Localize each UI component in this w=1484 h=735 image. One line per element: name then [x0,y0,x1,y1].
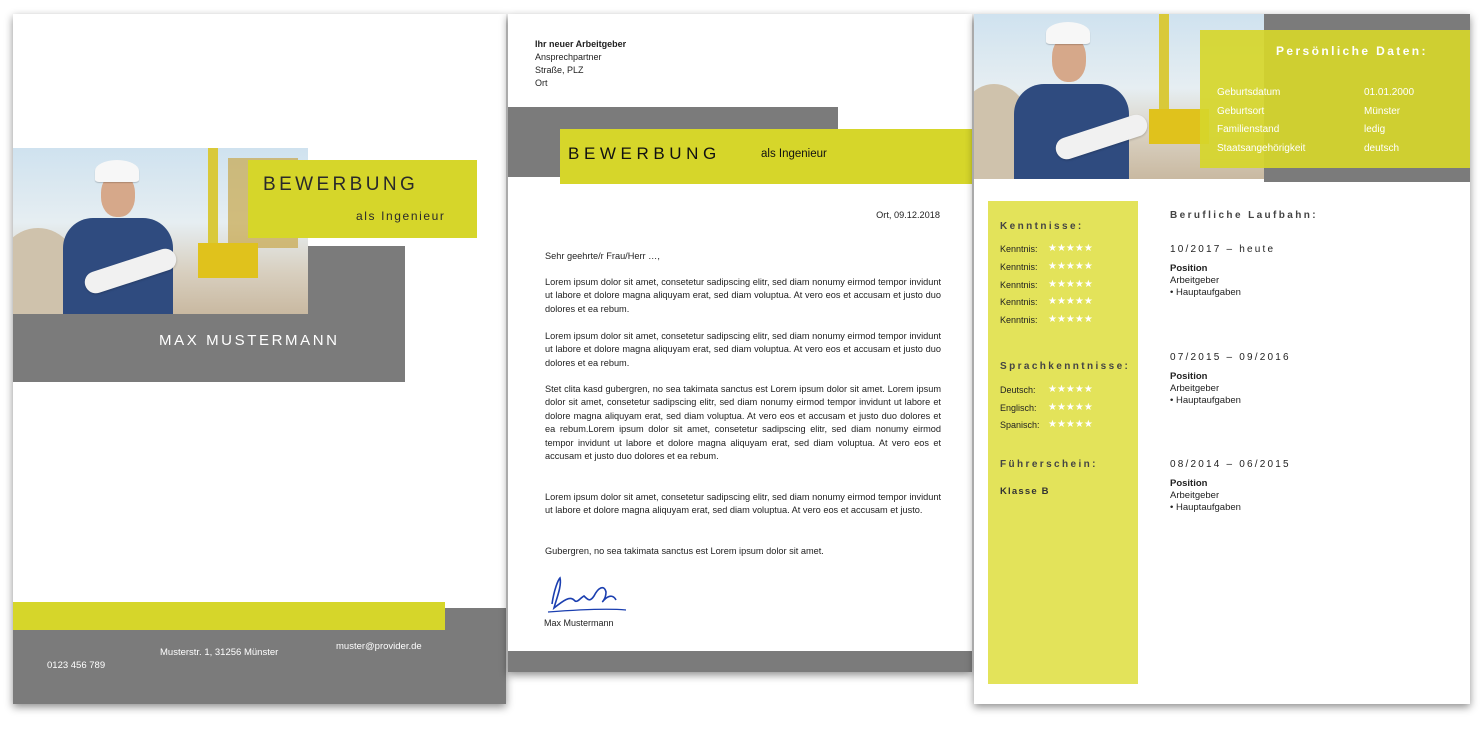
letter-title: BEWERBUNG [568,144,721,163]
personal-value: 01.01.2000 [1364,87,1415,98]
language-stars: ★★★★★ [1048,419,1093,430]
career-employer: Arbeitgeber [1170,383,1220,394]
personal-data-labels [1217,84,1305,158]
language-stars: ★★★★★ [1048,402,1093,413]
personal-data-values [1364,84,1414,158]
personal-value: Münster [1364,105,1401,117]
skill-stars: ★★★★★ [1048,314,1093,325]
letter-paragraph-3: Stet clita kasd gubergren, no sea takimata sanctus est Lorem ipsum dolor sit amet. Lorem ipsum dolor sit amet, consetetur sadipscing elitr, sed diam nonumy eirmod tempor invidunt ut labore et dolore magna aliquyam erat, sed diam voluptua. At vero eos et accusam et justo duo dolores et ea rebum.Lorem ipsum dolor sit amet, consetetur sadipscing elitr, sed diam nonumy eirmod tempor invidunt ut labore et dolore magna aliquyam erat, sed diam voluptua. At vero eos et accusam et justo duo dolores et ea rebum. [545,384,941,462]
career-position: Position [1170,263,1208,274]
career-period: 10/2017 – heute [1170,244,1276,255]
recipient-city: Ort [535,78,548,88]
career-employer: Arbeitgeber [1170,275,1220,286]
cover-title-box [248,160,477,238]
career-period: 07/2015 – 09/2016 [1170,352,1291,363]
career-entry [1170,459,1450,513]
skill-label: Kenntnis: [1000,315,1038,325]
personal-value: ledig [1364,124,1386,135]
cover-title: BEWERBUNG [263,174,419,195]
signature-name: Max Mustermann [544,618,614,628]
cover-email: muster@provider.de [336,641,422,652]
personal-label: Geburtsort [1217,105,1265,117]
skills-title: Kenntnisse: [1000,221,1084,232]
personal-value: deutsch [1364,142,1400,154]
language-stars: ★★★★★ [1048,384,1093,395]
career-task: • Hauptaufgaben [1170,287,1241,298]
languages-title: Sprachkenntnisse: [1000,361,1131,372]
recipient-block [535,38,626,90]
cover-address: Musterstr. 1, 31256 Münster [160,647,279,658]
cover-page [13,14,506,704]
signature [544,570,634,618]
cover-subtitle: als Ingenieur [356,209,446,223]
letter-salutation: Sehr geehrte/r Frau/Herr …, [545,251,660,261]
career-position: Position [1170,478,1208,489]
letter-paragraph-4: Lorem ipsum dolor sit amet, consetetur sadipscing elitr, sed diam nonumy eirmod tempor invidunt ut labore et dolore magna aliquyam erat, sed diam voluptua. At vero eos et accusam et justo. [545,492,941,516]
skill-label: Kenntnis: [1000,244,1038,254]
letter-paragraph-2: Lorem ipsum dolor sit amet, consetetur sadipscing elitr, sed diam nonumy eirmod tempor invidunt ut labore et dolore magna aliquyam erat, sed diam voluptua. At vero eos et accusam et justo duo dolores et ea rebum. [545,331,941,368]
letter-subtitle: als Ingenieur [761,148,827,160]
personal-label: Familienstand [1217,124,1280,135]
career-entry [1170,244,1450,298]
cv-page [974,14,1470,704]
cover-footer-accent [13,602,445,630]
skill-label: Kenntnis: [1000,262,1038,272]
cover-phone: 0123 456 789 [47,660,106,671]
letter-page [508,14,972,672]
letter-paragraph-5: Gubergren, no sea takimata sanctus est Lorem ipsum dolor sit amet. [545,546,824,556]
license-title: Führerschein: [1000,459,1098,470]
letter-paragraph-1: Lorem ipsum dolor sit amet, consetetur sadipscing elitr, sed diam nonumy eirmod tempor invidunt ut labore et dolore magna aliquyam erat, sed diam voluptua. At vero eos et accusam et justo duo dolores et ea rebum. [545,277,941,314]
license-value: Klasse B [1000,486,1050,497]
skill-stars: ★★★★★ [1048,243,1093,254]
personal-label: Geburtsdatum [1217,87,1281,98]
career-task: • Hauptaufgaben [1170,395,1241,406]
skill-label: Kenntnis: [1000,297,1038,307]
career-employer: Arbeitgeber [1170,490,1220,501]
letter-footer-band [508,651,972,672]
letter-date: Ort, 09.12.2018 [876,210,940,220]
personal-data-title: Persönliche Daten: [1276,44,1428,58]
skill-stars: ★★★★★ [1048,261,1093,272]
skill-stars: ★★★★★ [1048,296,1093,307]
skill-label: Kenntnis: [1000,280,1038,290]
career-position: Position [1170,371,1208,382]
recipient-street: Straße, PLZ [535,65,584,75]
career-title: Berufliche Laufbahn: [1170,210,1319,221]
cv-sidebar [988,201,1138,684]
language-label: Englisch: [1000,403,1037,413]
recipient-contact: Ansprechpartner [535,52,602,62]
personal-label: Staatsangehörigkeit [1217,142,1306,154]
cover-name: MAX MUSTERMANN [159,332,340,349]
career-period: 08/2014 – 06/2015 [1170,459,1291,470]
skill-stars: ★★★★★ [1048,279,1093,290]
career-task: • Hauptaufgaben [1170,502,1241,513]
language-label: Spanisch: [1000,420,1040,430]
recipient-company: Ihr neuer Arbeitgeber [535,39,627,49]
career-entry [1170,352,1450,406]
language-label: Deutsch: [1000,385,1036,395]
